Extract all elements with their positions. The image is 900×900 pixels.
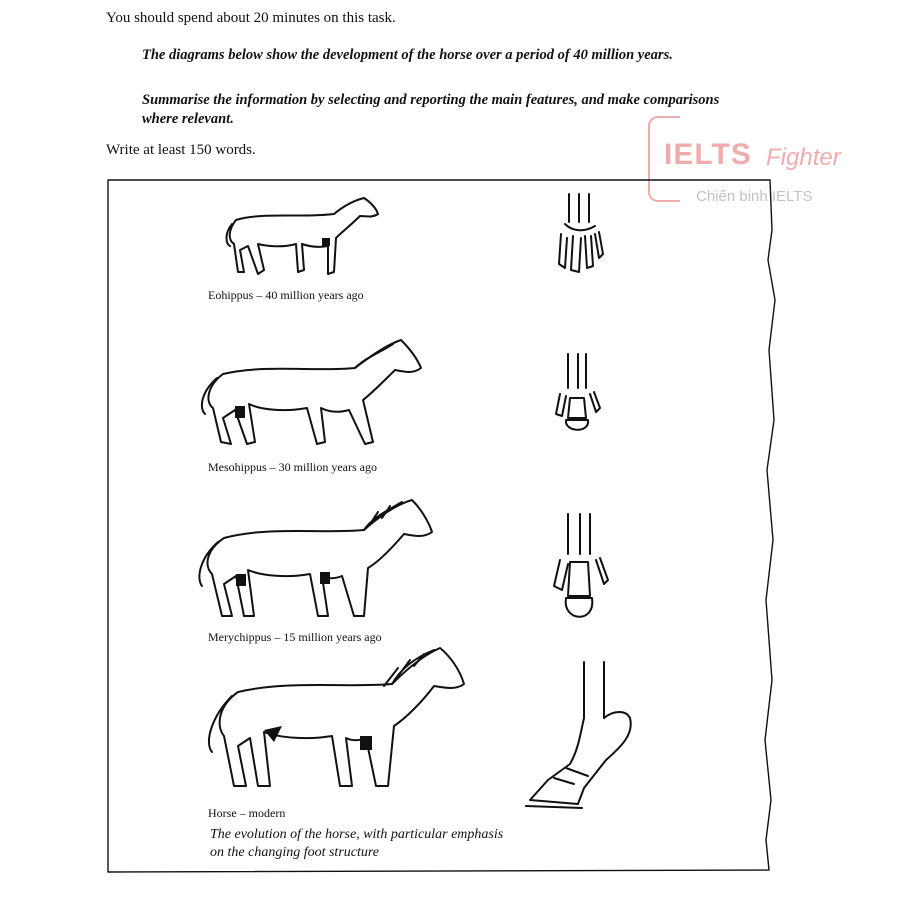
watermark-brand-a: IELTS — [664, 138, 752, 171]
modern-horse-illustration — [202, 646, 467, 798]
time-instruction: You should spend about 20 minutes on this task. — [106, 10, 396, 26]
merychippus-illustration — [192, 498, 437, 623]
watermark-tagline: Chiến binh IELTS — [696, 188, 813, 205]
modern-horse-foot-icon — [522, 660, 640, 810]
figure-caption-line2: on the changing foot structure — [210, 845, 380, 860]
eohippus-illustration — [222, 194, 382, 284]
task-prompt-line2: Summarise the information by selecting and reporting the main features, and make comparisons where relevant. — [142, 92, 720, 127]
word-count-instruction: Write at least 150 words. — [106, 142, 256, 158]
merychippus-foot-icon — [550, 512, 608, 627]
task-prompt-line1: The diagrams below show the development of the horse over a period of 40 million years. — [142, 47, 673, 63]
eohippus-foot-icon — [555, 192, 605, 277]
stage-label-merychippus: Merychippus – 15 million years ago — [208, 630, 382, 644]
watermark-brand-b: Fighter — [766, 144, 841, 171]
stage-label-modern-horse: Horse – modern — [208, 806, 286, 820]
stage-label-eohippus: Eohippus – 40 million years ago — [208, 288, 364, 302]
stage-label-mesohippus: Mesohippus – 30 million years ago — [208, 460, 377, 474]
mesohippus-illustration — [195, 338, 425, 453]
figure-caption — [210, 826, 630, 862]
mesohippus-foot-icon — [552, 352, 602, 437]
figure-caption-line1: The evolution of the horse, with particular emphasis — [210, 827, 504, 842]
